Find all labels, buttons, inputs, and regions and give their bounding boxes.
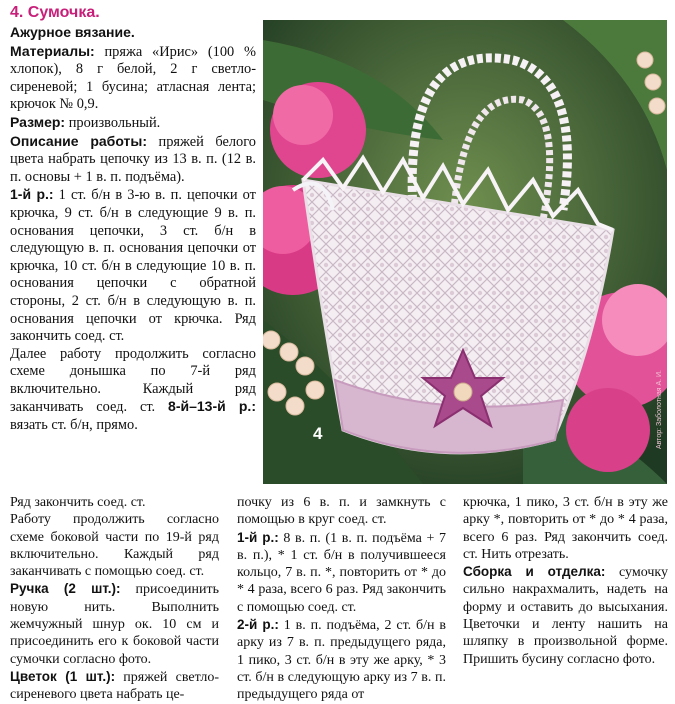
handle-label: Ручка (2 шт.): [10,581,121,597]
basket-photo [263,20,667,484]
bottom-column-3 [463,494,668,668]
col1-paragraph-1: Ряд закончить соед. ст. [10,495,146,510]
photo-number: 4 [313,424,323,443]
materials-label: Материалы: [10,42,95,59]
flower-text: пряжей светло-сиреневого цвета набрать це- [10,669,219,703]
col1-paragraph-2: Работу продолжить согласно схеме боковой части по 19-й ряд включительно. Каждый ряд заканчивать с помощью соед. ст. [10,512,219,580]
col3-paragraph-1: крючка, 1 пико, 3 ст. б/н в эту же арку *, повторить от * до * 4 раза, всего 6 раз. Ряд закончить соед. ст. Нить отрезать. [463,495,668,562]
description-label: Описание работы: [10,132,147,149]
assembly-label: Сборка и отделка: [463,564,606,580]
col2-row2-text: 1 в. п. подъёма, 2 ст. б/н в арку из 7 в. п. предыдущего ряда, 1 пико, 3 ст. б/н в эту же арку, * 3 ст. б/н в следующую арку из 7 в. п. предыдущего ряда от [237,618,447,703]
handle-text: присоединить новую нить. Выполнить жемчужный шнур ок. 10 см и присоединить его к боковой части сумочки согласно фото. [10,582,219,667]
continue-text: Далее работу продолжить согласно схеме донышка по 7-й ряд включительно. Каждый ряд заканчивать соед. ст. [10,345,256,416]
flower-label: Цветок (1 шт.): [10,668,116,684]
col2-row1-text: 8 в. п. (1 в. п. подъёма + 7 в. п.), * 1 ст. б/н в получившееся кольцо, 7 в. п. *, повторить от * до * 4 раза, всего 6 раз. Ряд закончить с помощью соед. ст. [237,530,447,615]
col2-row1-label: 1-й р.: [237,529,279,545]
materials-text: пряжа «Ирис» (100 % хлопок), 8 г белой, 2 г светло-сиреневой; 1 бусина; атласная лента; крючок № 0,9. [10,43,256,113]
row1-text: 1 ст. б/н в 3-ю в. п. цепочки от крючка, 9 ст. б/н в следующие 9 в. п. основания цепочки, 3 ст. б/н в следующую в. п. основания цепочки от крючка, 10 ст. б/н в следующие 10 в. п. основания цепочки с обратной стороны, 2 ст. б/н в следующую в. п. основания цепочки от крючка. Ряд закончить соед. ст. [10,187,256,345]
col2-paragraph-1: почку из 6 в. п. и замкнуть с помощью в круг соед. ст. [237,495,446,528]
page-title: 4. Сумочка. [10,4,100,21]
description-text: пряжей белого цвета набрать цепочку из 13 в. п. (12 в. п. основы + 1 в. п. подъёма). [10,133,256,185]
basket-illustration [263,20,667,484]
size-label: Размер: [10,113,66,130]
intro-column [10,24,256,435]
col2-row2-label: 2-й р.: [237,617,279,633]
row8-label: 8-й–13-й р.: [168,398,256,415]
subtitle: Ажурное вязание. [10,24,135,40]
assembly-text: сумочку сильно накрахмалить, надеть на форму и оставить до высыхания. Цветочки и ленту нашить на шляпку в произвольной форме. Пришить бусину согласно фото. [463,565,668,667]
row1-label: 1-й р.: [10,186,54,203]
photo-credit: Автор: Заболотная А. И. [656,370,663,450]
bottom-column-2 [237,494,446,704]
size-text: произвольный. [68,114,161,131]
row8-text: вязать ст. б/н, прямо. [10,417,138,434]
bottom-column-1 [10,494,219,704]
